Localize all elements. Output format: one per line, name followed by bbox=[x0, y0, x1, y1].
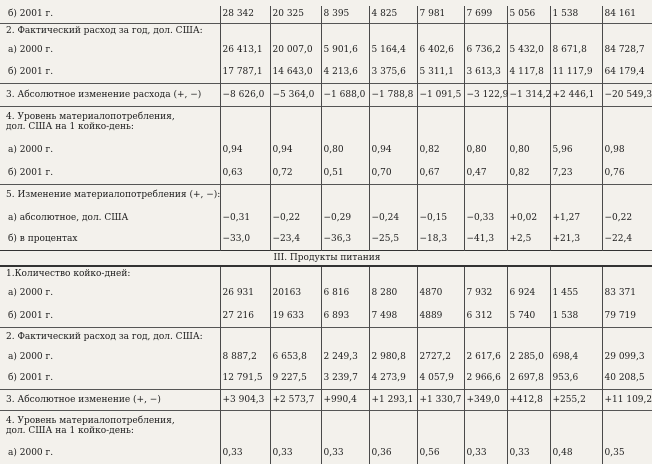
table-cell: 8 671,8 bbox=[550, 39, 602, 61]
table-cell: 0,33 bbox=[270, 441, 321, 464]
table-cell: 20 325 bbox=[270, 6, 321, 23]
table-cell: 0,76 bbox=[602, 162, 652, 184]
table-cell bbox=[464, 327, 507, 346]
table-cell: −1 314,2 bbox=[507, 83, 550, 106]
table-cell: −0,15 bbox=[417, 206, 464, 229]
table-cell: −0,24 bbox=[369, 206, 417, 229]
section-title: III. Продукты питания bbox=[0, 250, 652, 266]
table-cell: +255,2 bbox=[550, 389, 602, 410]
table-cell: +2 573,7 bbox=[270, 389, 321, 410]
table-cell: 7,23 bbox=[550, 162, 602, 184]
table-cell bbox=[270, 327, 321, 346]
table-cell bbox=[270, 184, 321, 206]
table-cell: 0,33 bbox=[464, 441, 507, 464]
table-cell: 8 280 bbox=[369, 281, 417, 305]
table-cell: 0,67 bbox=[417, 162, 464, 184]
table-cell bbox=[220, 410, 270, 441]
table-cell: +1,27 bbox=[550, 206, 602, 229]
table-cell bbox=[417, 184, 464, 206]
table-cell: +2 446,1 bbox=[550, 83, 602, 106]
table-cell: 0,63 bbox=[220, 162, 270, 184]
table-cell: 1 538 bbox=[550, 305, 602, 327]
table-cell: −25,5 bbox=[369, 229, 417, 250]
table-cell bbox=[550, 410, 602, 441]
table-cell: +21,3 bbox=[550, 229, 602, 250]
table-cell: 27 216 bbox=[220, 305, 270, 327]
table-cell bbox=[602, 266, 652, 281]
table-cell bbox=[507, 23, 550, 39]
table-cell: −8 626,0 bbox=[220, 83, 270, 106]
table-row bbox=[0, 61, 652, 83]
table-cell: +0,02 bbox=[507, 206, 550, 229]
table-cell bbox=[602, 106, 652, 137]
row-label: 2. Фактический расход за год, дол. США: bbox=[0, 327, 220, 346]
table-cell: +1 293,1 bbox=[369, 389, 417, 410]
table-cell: 0,56 bbox=[417, 441, 464, 464]
table-cell: 2 980,8 bbox=[369, 346, 417, 368]
table-cell: −0,22 bbox=[270, 206, 321, 229]
table-cell bbox=[464, 410, 507, 441]
table-cell bbox=[602, 184, 652, 206]
row-label: а) 2000 г. bbox=[8, 352, 54, 362]
table-cell: 0,33 bbox=[220, 441, 270, 464]
table-cell: 0,70 bbox=[369, 162, 417, 184]
table-cell: 5 311,1 bbox=[417, 61, 464, 83]
table-cell: 84 728,7 bbox=[602, 39, 652, 61]
row-label: б) 2001 г. bbox=[8, 310, 54, 321]
table-cell: 14 643,0 bbox=[270, 61, 321, 83]
table-cell: −1 788,8 bbox=[369, 83, 417, 106]
table-cell: 64 179,4 bbox=[602, 61, 652, 83]
table-cell: 0,94 bbox=[270, 137, 321, 162]
table-cell: 0,33 bbox=[321, 441, 369, 464]
table-cell: 6 653,8 bbox=[270, 346, 321, 368]
table-cell: −0,29 bbox=[321, 206, 369, 229]
table-cell: 20163 bbox=[270, 281, 321, 305]
table-cell: 6 312 bbox=[464, 305, 507, 327]
table-cell: −41,3 bbox=[464, 229, 507, 250]
table-cell bbox=[220, 23, 270, 39]
table-cell: 953,6 bbox=[550, 368, 602, 389]
row-label: б) в процентах bbox=[8, 234, 78, 245]
table-row bbox=[0, 229, 652, 250]
table-row bbox=[0, 23, 652, 39]
table-cell: 5 901,6 bbox=[321, 39, 369, 61]
table-cell: 0,35 bbox=[602, 441, 652, 464]
table-row bbox=[0, 162, 652, 184]
table-cell: +349,0 bbox=[464, 389, 507, 410]
table-cell: −0,31 bbox=[220, 206, 270, 229]
table-cell: 20 007,0 bbox=[270, 39, 321, 61]
table-cell bbox=[464, 23, 507, 39]
table-cell: +3 904,3 bbox=[220, 389, 270, 410]
table-cell: −3 122,9 bbox=[464, 83, 507, 106]
table-cell bbox=[321, 106, 369, 137]
table-cell bbox=[417, 266, 464, 281]
table-cell: 5 056 bbox=[507, 6, 550, 23]
table-row bbox=[0, 410, 652, 441]
row-label: 3. Абсолютное изменение расхода (+, −) bbox=[0, 83, 220, 106]
table-cell: 29 099,3 bbox=[602, 346, 652, 368]
table-cell: 5,96 bbox=[550, 137, 602, 162]
table-cell: 7 498 bbox=[369, 305, 417, 327]
table-cell: 6 402,6 bbox=[417, 39, 464, 61]
table-cell: 2 966,6 bbox=[464, 368, 507, 389]
table-cell: 0,82 bbox=[417, 137, 464, 162]
table-cell: 2 285,0 bbox=[507, 346, 550, 368]
table-cell bbox=[550, 266, 602, 281]
table-row bbox=[0, 281, 652, 305]
table-cell bbox=[220, 266, 270, 281]
table-cell: 12 791,5 bbox=[220, 368, 270, 389]
table-cell bbox=[321, 184, 369, 206]
table-cell bbox=[321, 327, 369, 346]
table-row bbox=[0, 389, 652, 410]
table-cell bbox=[270, 410, 321, 441]
table-cell: −23,4 bbox=[270, 229, 321, 250]
table-cell: 4 273,9 bbox=[369, 368, 417, 389]
table-cell: 17 787,1 bbox=[220, 61, 270, 83]
table-cell: 4 057,9 bbox=[417, 368, 464, 389]
table-cell: 4 213,6 bbox=[321, 61, 369, 83]
table-cell: 0,36 bbox=[369, 441, 417, 464]
table-cell bbox=[321, 266, 369, 281]
table-cell bbox=[321, 23, 369, 39]
table-cell: 2 697,8 bbox=[507, 368, 550, 389]
table-cell: 40 208,5 bbox=[602, 368, 652, 389]
table-cell: 2 617,6 bbox=[464, 346, 507, 368]
table-cell: −0,22 bbox=[602, 206, 652, 229]
table-cell: −1 091,5 bbox=[417, 83, 464, 106]
table-cell bbox=[507, 327, 550, 346]
table-cell: −18,3 bbox=[417, 229, 464, 250]
table-cell: 4 117,8 bbox=[507, 61, 550, 83]
row-label-line-1: 4. Уровень материалопотребления, bbox=[6, 111, 175, 122]
table-cell bbox=[602, 410, 652, 441]
table-cell: 79 719 bbox=[602, 305, 652, 327]
table-row bbox=[0, 327, 652, 346]
table-row bbox=[0, 368, 652, 389]
table-row bbox=[0, 83, 652, 106]
table-cell: 26 931 bbox=[220, 281, 270, 305]
table-cell: −5 364,0 bbox=[270, 83, 321, 106]
table-cell bbox=[464, 106, 507, 137]
table-cell bbox=[550, 184, 602, 206]
table-cell: 3 613,3 bbox=[464, 61, 507, 83]
table-cell bbox=[507, 266, 550, 281]
table-cell: 4 825 bbox=[369, 6, 417, 23]
table-cell: 9 227,5 bbox=[270, 368, 321, 389]
table-row bbox=[0, 106, 652, 137]
row-label: а) 2000 г. bbox=[8, 144, 54, 155]
table-cell: 7 932 bbox=[464, 281, 507, 305]
table-cell: +990,4 bbox=[321, 389, 369, 410]
table-cell: 1 538 bbox=[550, 6, 602, 23]
table-row bbox=[0, 346, 652, 368]
table-row bbox=[0, 184, 652, 206]
row-label: а) абсолютное, дол. США bbox=[8, 212, 129, 223]
table-row bbox=[0, 6, 652, 23]
table-cell bbox=[550, 106, 602, 137]
row-label bbox=[0, 106, 220, 137]
table-cell: 0,82 bbox=[507, 162, 550, 184]
table-cell: 5 432,0 bbox=[507, 39, 550, 61]
table-cell bbox=[369, 23, 417, 39]
table-cell: +2,5 bbox=[507, 229, 550, 250]
table-cell bbox=[602, 327, 652, 346]
row-label: 3. Абсолютное изменение (+, −) bbox=[0, 389, 220, 410]
table-cell: 6 924 bbox=[507, 281, 550, 305]
table-cell: 0,80 bbox=[507, 137, 550, 162]
table-cell: 2727,2 bbox=[417, 346, 464, 368]
table-cell: 6 893 bbox=[321, 305, 369, 327]
table-row bbox=[0, 39, 652, 61]
table-cell: 0,94 bbox=[369, 137, 417, 162]
table-row bbox=[0, 441, 652, 464]
table-cell: 84 161 bbox=[602, 6, 652, 23]
row-label: б) 2001 г. bbox=[8, 167, 54, 178]
table-cell: 6 816 bbox=[321, 281, 369, 305]
table-cell: 83 371 bbox=[602, 281, 652, 305]
table-cell bbox=[270, 23, 321, 39]
section-header-row bbox=[0, 250, 652, 266]
table-row bbox=[0, 206, 652, 229]
table-cell bbox=[602, 23, 652, 39]
table-cell bbox=[417, 327, 464, 346]
table-cell bbox=[369, 410, 417, 441]
table-cell: 2 249,3 bbox=[321, 346, 369, 368]
table-cell bbox=[321, 410, 369, 441]
table-cell: 19 633 bbox=[270, 305, 321, 327]
table-cell: 0,47 bbox=[464, 162, 507, 184]
row-label: б) 2001 г. bbox=[8, 373, 54, 384]
table-cell bbox=[220, 106, 270, 137]
table-cell: −20 549,3 bbox=[602, 83, 652, 106]
table-row bbox=[0, 305, 652, 327]
table-cell bbox=[220, 184, 270, 206]
table-cell: 0,48 bbox=[550, 441, 602, 464]
table-cell: 7 699 bbox=[464, 6, 507, 23]
table-cell: 3 239,7 bbox=[321, 368, 369, 389]
table-cell: 4870 bbox=[417, 281, 464, 305]
table-cell: −1 688,0 bbox=[321, 83, 369, 106]
table-cell bbox=[369, 184, 417, 206]
row-label: б) 2001 г. bbox=[8, 66, 54, 77]
table-cell: 8 887,2 bbox=[220, 346, 270, 368]
table-cell: 28 342 bbox=[220, 6, 270, 23]
row-label: а) 2000 г. bbox=[8, 447, 54, 458]
table-cell: 11 117,9 bbox=[550, 61, 602, 83]
table-cell bbox=[464, 184, 507, 206]
table-cell bbox=[417, 106, 464, 137]
table-cell: 6 736,2 bbox=[464, 39, 507, 61]
table-cell: +412,8 bbox=[507, 389, 550, 410]
table-cell bbox=[369, 266, 417, 281]
table-cell: 5 740 bbox=[507, 305, 550, 327]
table-cell bbox=[369, 327, 417, 346]
table-cell: +1 330,7 bbox=[417, 389, 464, 410]
table-cell bbox=[507, 106, 550, 137]
table-cell bbox=[464, 266, 507, 281]
table-cell: 1 455 bbox=[550, 281, 602, 305]
table-cell bbox=[550, 327, 602, 346]
data-table bbox=[0, 6, 652, 464]
table-row bbox=[0, 137, 652, 162]
row-label-line-2: дол. США на 1 койко-день: bbox=[6, 121, 134, 132]
row-label-line-2: дол. США на 1 койко-день: bbox=[6, 425, 134, 436]
row-label bbox=[0, 410, 220, 441]
table-cell: 4889 bbox=[417, 305, 464, 327]
table-cell: 26 413,1 bbox=[220, 39, 270, 61]
table-cell: −36,3 bbox=[321, 229, 369, 250]
table-cell: −22,4 bbox=[602, 229, 652, 250]
row-label: 1.Количество койко-дней: bbox=[0, 266, 220, 281]
row-label-line-1: 4. Уровень материалопотребления, bbox=[6, 415, 175, 426]
table-cell bbox=[369, 106, 417, 137]
row-label: а) 2000 г. bbox=[8, 288, 54, 298]
table-cell: 0,80 bbox=[464, 137, 507, 162]
row-label: 2. Фактический расход за год, дол. США: bbox=[0, 23, 220, 39]
table-cell: −0,33 bbox=[464, 206, 507, 229]
table-cell: 5 164,4 bbox=[369, 39, 417, 61]
table-cell bbox=[507, 184, 550, 206]
table-cell bbox=[220, 327, 270, 346]
row-label: 5. Изменение материалопотребления (+, −): bbox=[0, 184, 220, 206]
table-cell: 0,94 bbox=[220, 137, 270, 162]
table-cell: 3 375,6 bbox=[369, 61, 417, 83]
table-cell: −33,0 bbox=[220, 229, 270, 250]
table-cell bbox=[270, 106, 321, 137]
table-cell: +11 109,2 bbox=[602, 389, 652, 410]
table-cell: 0,51 bbox=[321, 162, 369, 184]
row-label: а) 2000 г. bbox=[8, 45, 54, 55]
table-cell bbox=[417, 23, 464, 39]
table-row bbox=[0, 266, 652, 281]
table-cell bbox=[550, 23, 602, 39]
table-cell bbox=[417, 410, 464, 441]
table-cell: 0,80 bbox=[321, 137, 369, 162]
table-cell bbox=[507, 410, 550, 441]
table-cell: 0,72 bbox=[270, 162, 321, 184]
table-cell: 7 981 bbox=[417, 6, 464, 23]
table-cell: 0,98 bbox=[602, 137, 652, 162]
table-cell bbox=[270, 266, 321, 281]
table-body bbox=[0, 6, 652, 464]
table-cell: 8 395 bbox=[321, 6, 369, 23]
table-cell: 0,33 bbox=[507, 441, 550, 464]
row-label: б) 2001 г. bbox=[8, 9, 54, 20]
table-cell: 698,4 bbox=[550, 346, 602, 368]
